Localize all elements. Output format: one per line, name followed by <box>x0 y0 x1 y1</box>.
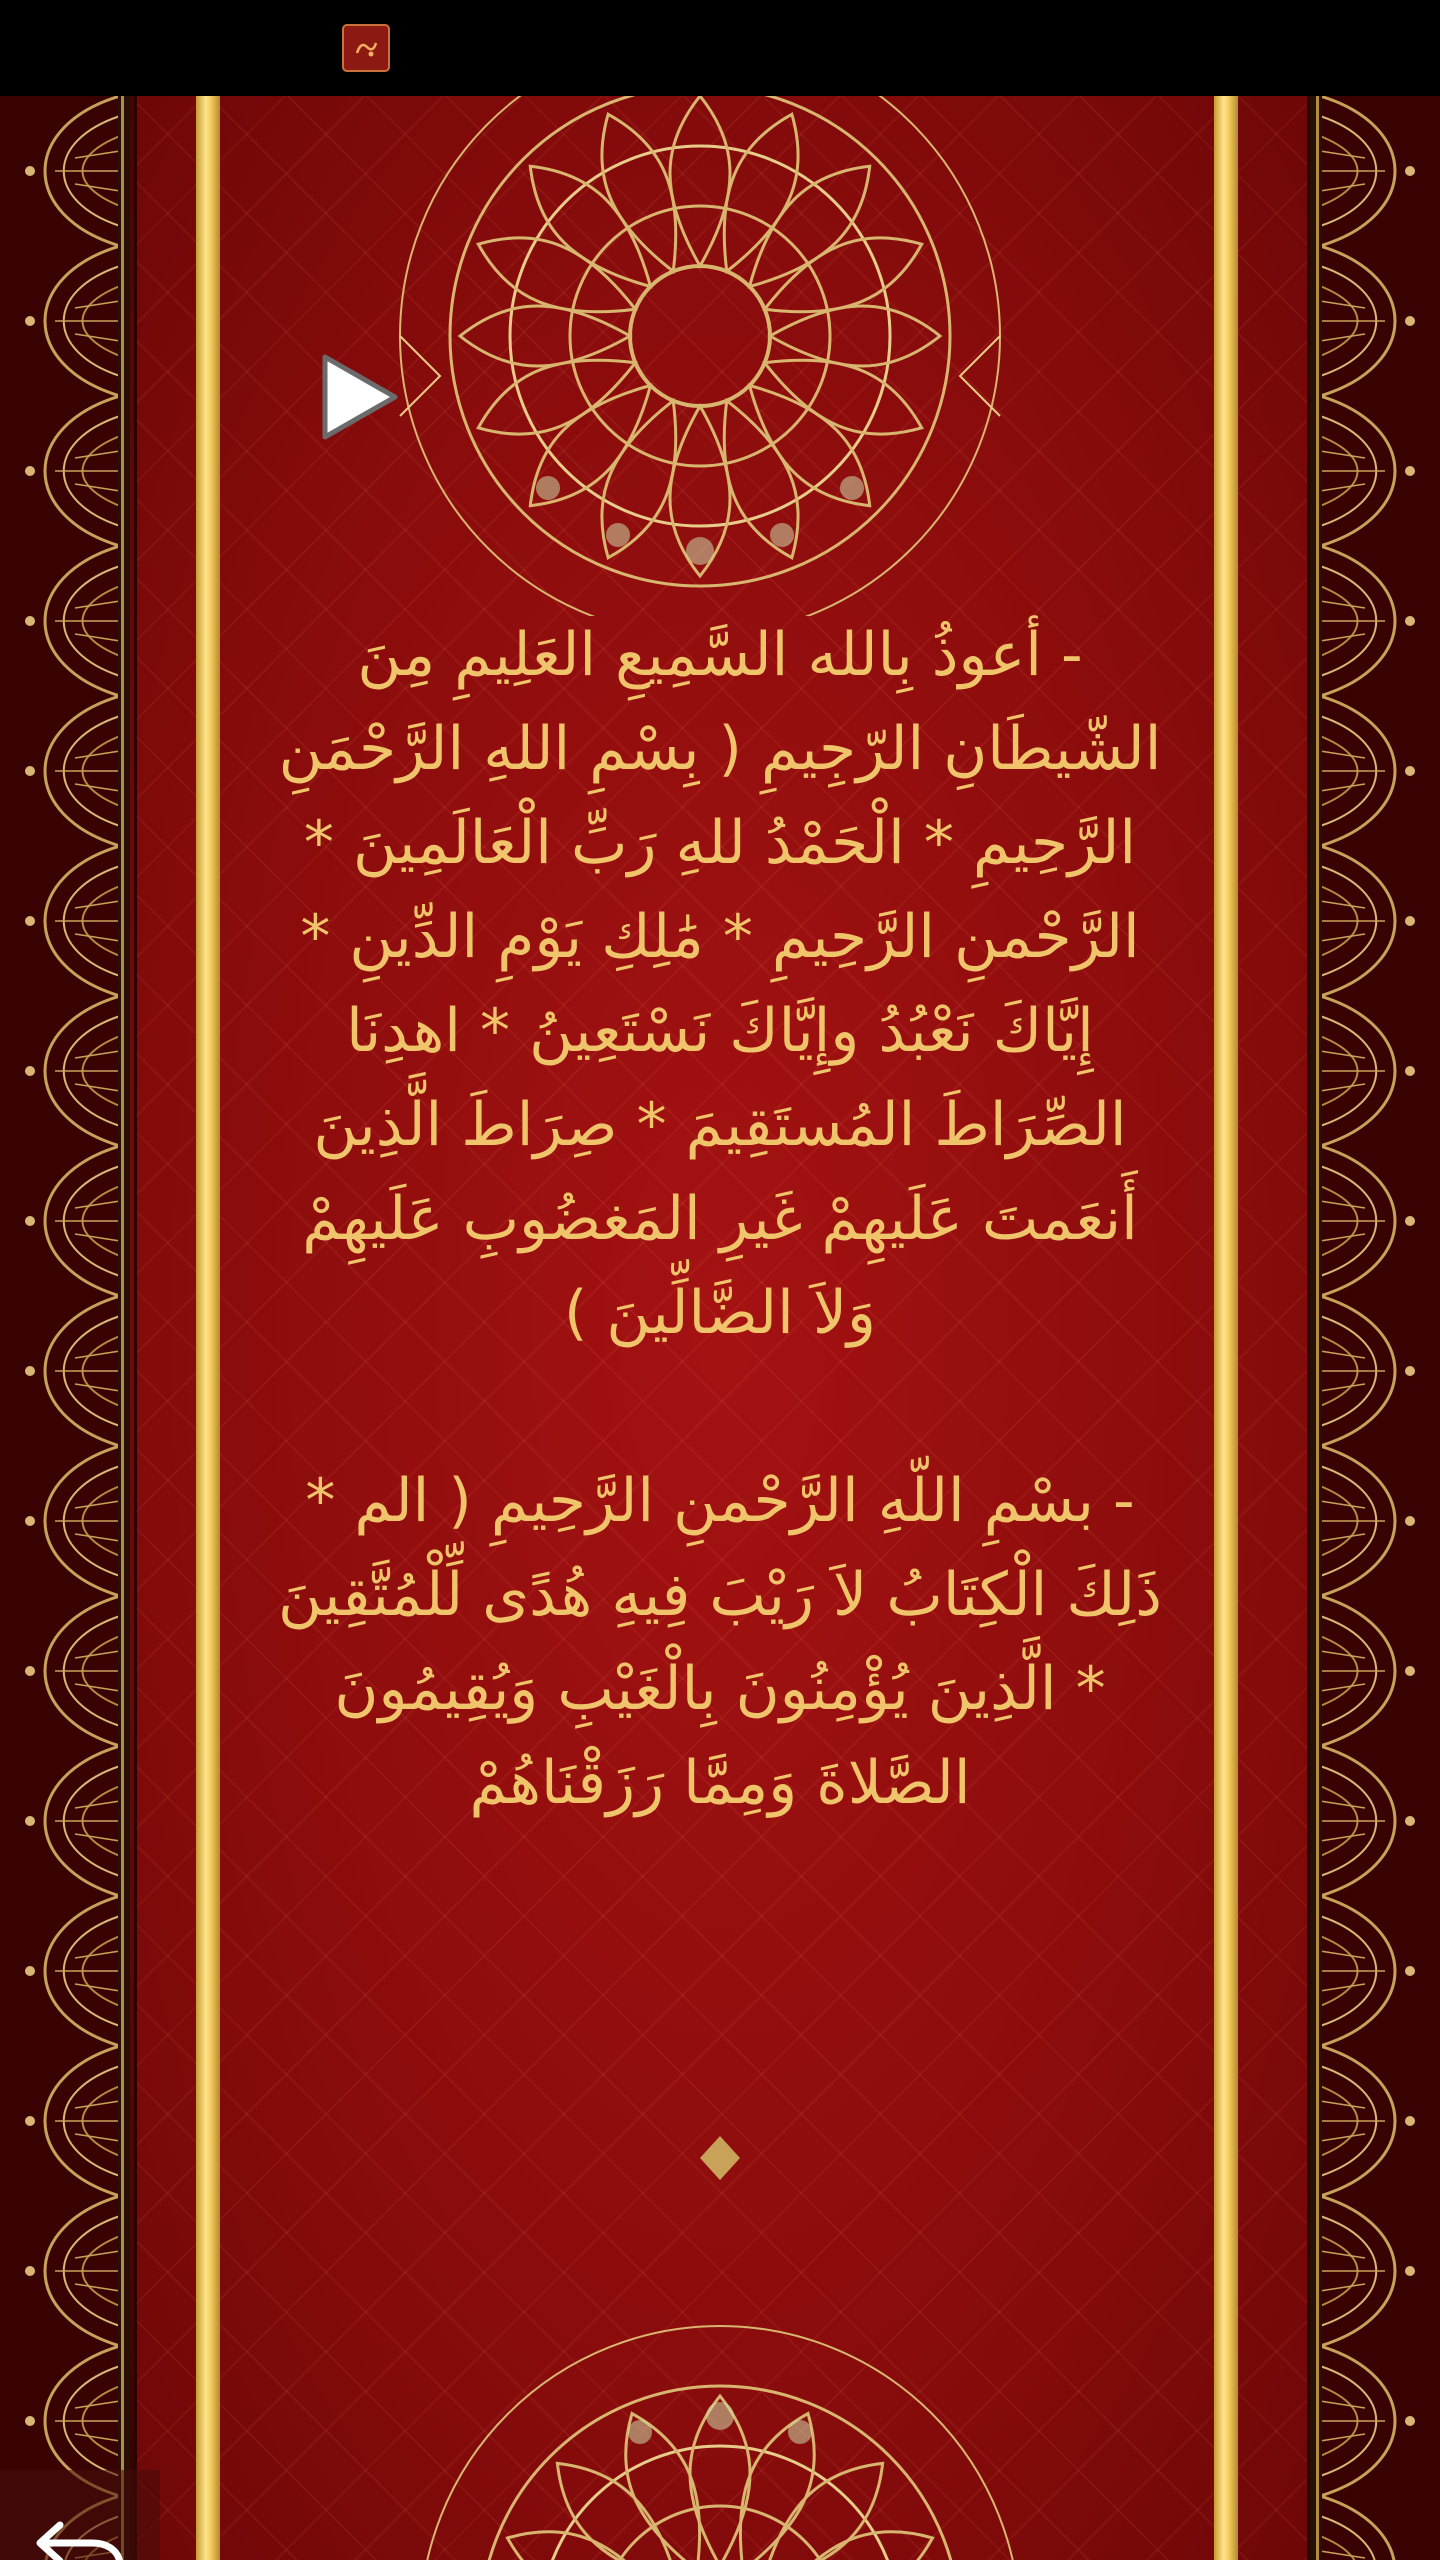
status-bar <box>0 0 1440 96</box>
gold-stripe-left <box>196 96 220 2560</box>
left-lace-border <box>0 96 130 2560</box>
play-button[interactable] <box>310 349 406 445</box>
app-logo-icon <box>342 24 390 72</box>
top-mandala-ornament <box>300 96 1100 616</box>
gold-stripe-right <box>1214 96 1238 2560</box>
bottom-mandala-ornament <box>340 2126 1100 2560</box>
passage-1: - أعوذُ بِالله السَّمِيعِ العَلِيمِ مِنَ الشّيطَانِ الرّجِيمِ ( بِسْمِ اللهِ الرَّحْمَنِ الرَّحِيمِ * الْحَمْدُ للهِ رَبِّ الْعَالَمِينَ * الرَّحْمنِ الرَّحِيمِ * مَٰلِكِ يَوْمِ الدِّينِ * إِيَّاكَ نَعْبُدُ وإِيَّاكَ نَسْتَعِينُ * اهدِنَا الصِّرَاطَ المُستَقِيمَ * صِرَاطَ الَّذِينَ أَنعَمتَ عَلَيهِمْ غَيرِ المَغضُوبِ عَلَيهِمْ وَلاَ الضَّالِّينَ ) <box>278 620 1162 1348</box>
undo-arrow-icon <box>30 2505 130 2560</box>
play-icon <box>313 349 403 445</box>
prayer-screen <box>0 96 1440 2560</box>
passage-2: - بسْمِ اللّهِ الرَّحْمنِ الرَّحِيمِ ( الم * ذَلِكَ الْكِتَابُ لاَ رَيْبَ فِيهِ هُدًى لِّلْمُتَّقِينَ * الَّذِينَ يُؤْمِنُونَ بِالْغَيْبِ وَيُقِيمُونَ الصَّلاةَ وَمِمَّا رَزَقْنَاهُمْ <box>278 1466 1162 1818</box>
prayer-text-scroll[interactable] <box>270 608 1170 1986</box>
back-button[interactable] <box>0 2470 160 2560</box>
right-lace-border <box>1310 96 1440 2560</box>
